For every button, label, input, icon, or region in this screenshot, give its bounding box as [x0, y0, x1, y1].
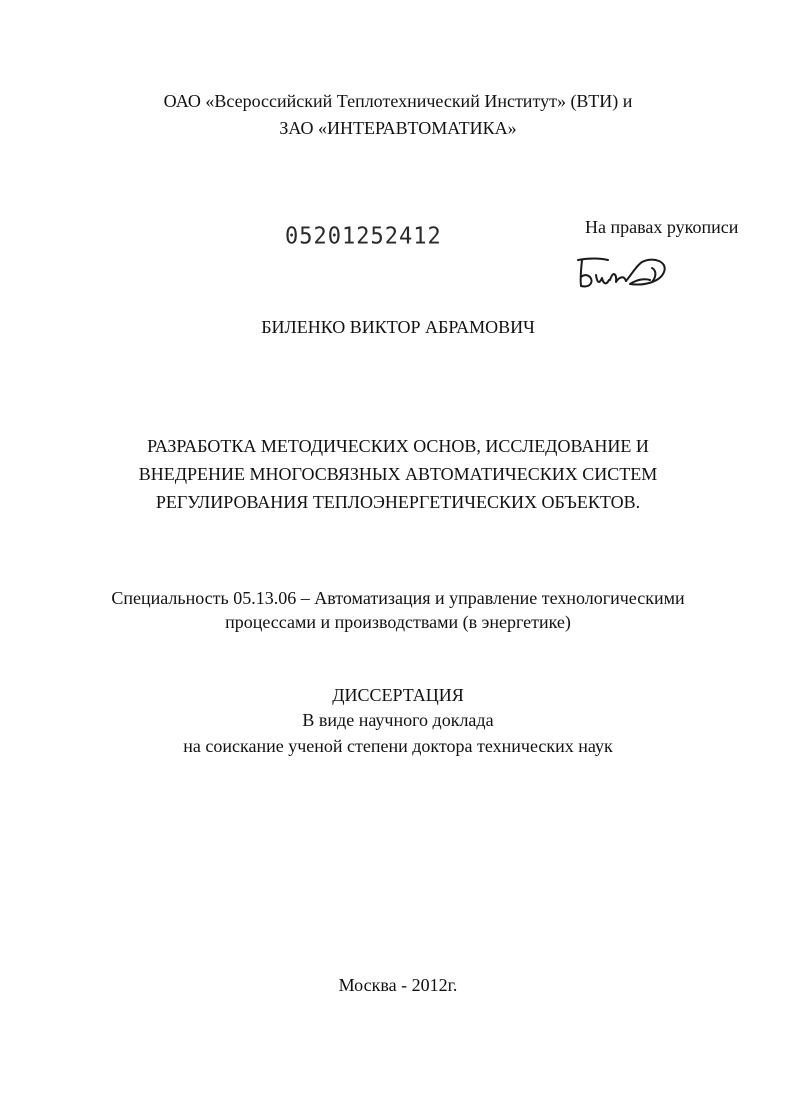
work-type-line-1: В виде научного доклада [302, 710, 494, 730]
title-line: РАЗРАБОТКА МЕТОДИЧЕСКИХ ОСНОВ, ИССЛЕДОВАНИЕ И [147, 436, 649, 456]
specialty-line-1: Специальность 05.13.06 – Автоматизация и управление технологическими [111, 588, 685, 608]
title-line: РЕГУЛИРОВАНИЯ ТЕПЛОЭНЕРГЕТИЧЕСКИХ ОБЪЕКТОВ. [155, 492, 641, 512]
work-type-heading: ДИССЕРТАЦИЯ [332, 685, 464, 705]
dissertation-title [0, 432, 796, 516]
rights-label: На правах рукописи [585, 217, 739, 237]
stamp-serial-number: 05201252412 [285, 223, 442, 250]
organization-line-1: ОАО «Всероссийский Теплотехнический Институт» (ВТИ) и [163, 91, 633, 111]
author-name: БИЛЕНКО ВИКТОР АБРАМОВИЧ [261, 317, 535, 337]
title-line: ВНЕДРЕНИЕ МНОГОСВЯЗНЫХ АВТОМАТИЧЕСКИХ СИСТЕМ [138, 464, 658, 484]
organization-line-2: ЗАО «ИНТЕРАВТОМАТИКА» [279, 118, 517, 138]
specialty-line-2: процессами и производствами (в энергетике) [225, 612, 571, 632]
handwritten-signature [572, 252, 676, 296]
city-year: Москва - 2012г. [338, 975, 458, 995]
work-type-line-2: на соискание ученой степени доктора технических наук [183, 736, 613, 756]
